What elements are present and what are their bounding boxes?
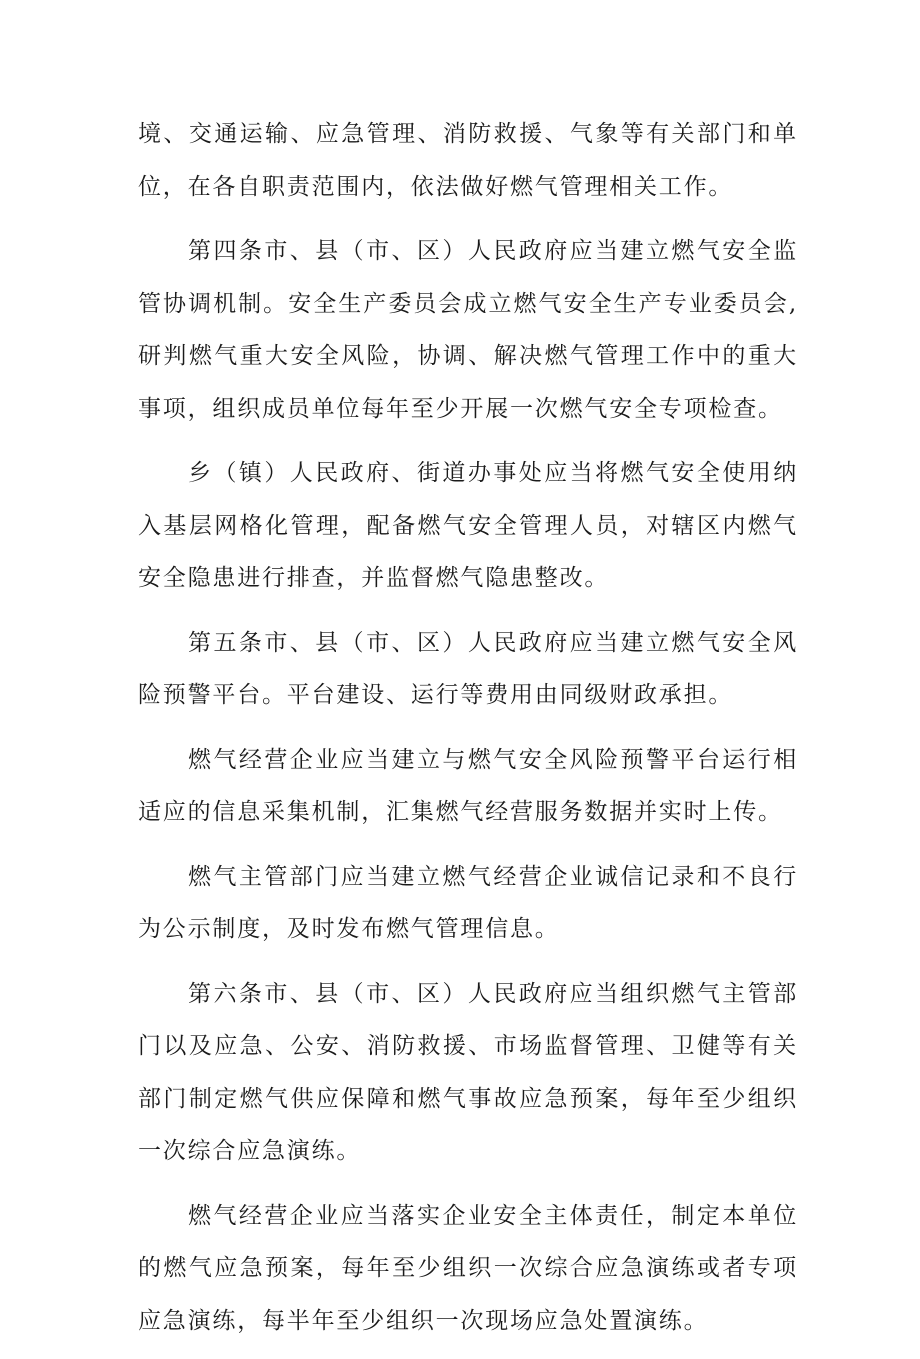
document-body <box>138 108 798 1359</box>
paragraph-article-5: 第五条市、县（市、区）人民政府应当建立燃气安全风险预警平台。平台建设、运行等费用由同级财政承担。 <box>138 629 798 708</box>
paragraph-credit-record: 燃气主管部门应当建立燃气经营企业诚信记录和不良行为公示制度，及时发布燃气管理信息。 <box>138 863 798 942</box>
paragraph-article-6: 第六条市、县（市、区）人民政府应当组织燃气主管部门以及应急、公安、消防救援、市场监督管理、卫健等有关部门制定燃气供应保障和燃气事故应急预案，每年至少组织一次综合应急演练。 <box>138 980 798 1164</box>
paragraph-continuation: 境、交通运输、应急管理、消防救援、气象等有关部门和单位，在各自职责范围内，依法做好燃气管理相关工作。 <box>138 121 798 200</box>
paragraph-enterprise-emergency: 燃气经营企业应当落实企业安全主体责任，制定本单位的燃气应急预案，每年至少组织一次综合应急演练或者专项应急演练，每半年至少组织一次现场应急处置演练。 <box>138 1202 798 1334</box>
paragraph-info-collection: 燃气经营企业应当建立与燃气安全风险预警平台运行相适应的信息采集机制，汇集燃气经营服务数据并实时上传。 <box>138 746 798 825</box>
paragraph-article-4: 第四条市、县（市、区）人民政府应当建立燃气安全监管协调机制。安全生产委员会成立燃气安全生产专业委员会,研判燃气重大安全风险，协调、解决燃气管理工作中的重大事项，组织成员单位每年至少开展一次燃气安全专项检查。 <box>138 238 798 422</box>
paragraph-township-duty: 乡（镇）人民政府、街道办事处应当将燃气安全使用纳入基层网格化管理，配备燃气安全管理人员，对辖区内燃气安全隐患进行排查，并监督燃气隐患整改。 <box>138 460 798 591</box>
